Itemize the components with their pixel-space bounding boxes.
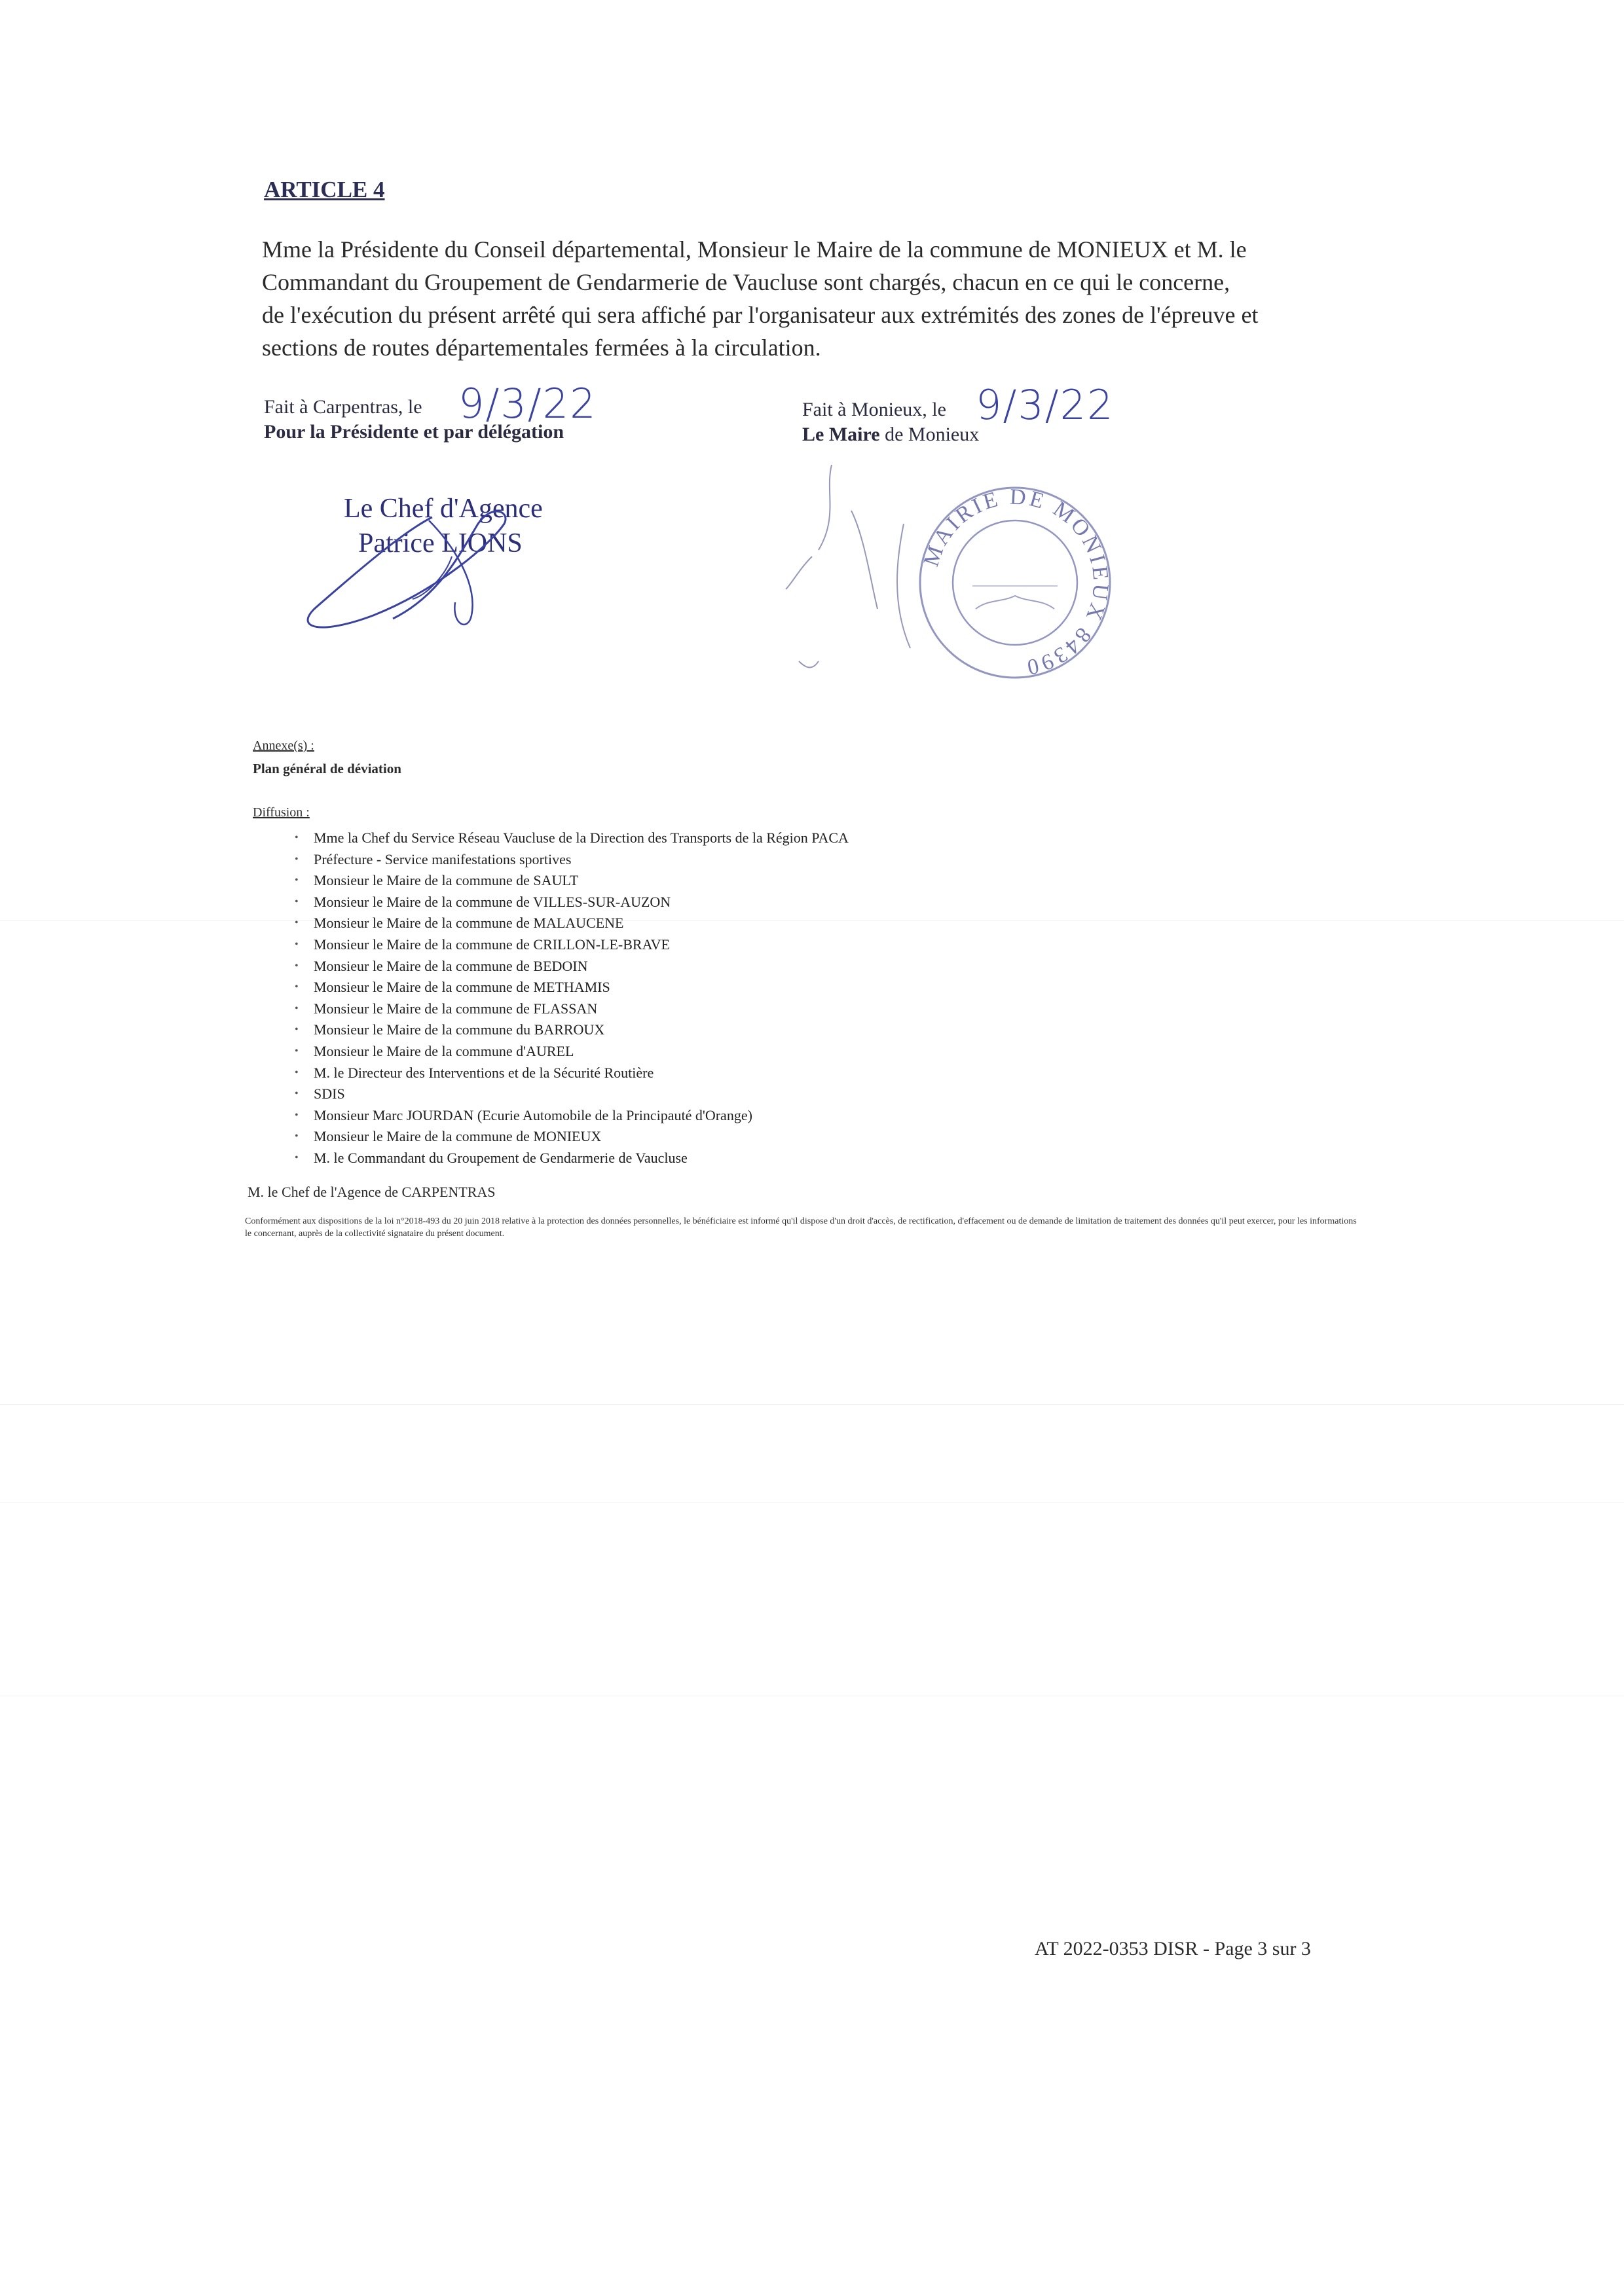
article-line: de l'exécution du présent arrêté qui sera affiché par l'organisateur aux extrémités des zones de l'épreuve et [262, 302, 1259, 328]
list-item: • Monsieur le Maire de la commune de BEDOIN [289, 956, 849, 977]
article-line: sections de routes départementales fermées à la circulation. [262, 335, 821, 361]
list-item: • Monsieur le Maire de la commune de CRILLON-LE-BRAVE [289, 934, 849, 956]
list-item: • Monsieur Marc JOURDAN (Ecurie Automobile de la Principauté d'Orange) [289, 1105, 849, 1127]
left-place-label: Fait à Carpentras, le [264, 396, 422, 418]
article-line: Mme la Présidente du Conseil départemental, Monsieur le Maire de la commune de MONIEUX et M. le [262, 236, 1247, 263]
article-body [262, 233, 1401, 364]
diffusion-closing: M. le Chef de l'Agence de CARPENTRAS [248, 1184, 496, 1200]
list-item: • M. le Directeur des Interventions et de la Sécurité Routière [289, 1063, 849, 1084]
list-item: • Monsieur le Maire de la commune d'AUREL [289, 1041, 849, 1063]
scan-artifact-line [0, 1404, 1624, 1405]
list-item: • Préfecture - Service manifestations sportives [289, 849, 849, 871]
article-title: ARTICLE 4 [264, 177, 385, 202]
list-item: • Monsieur le Maire de la commune de METHAMIS [289, 977, 849, 998]
list-item: • Monsieur le Maire de la commune de MALAUCENE [289, 913, 849, 934]
agency-stamp-line1: Le Chef d'Agence [344, 494, 543, 524]
list-item: • Monsieur le Maire de la commune du BARROUX [289, 1019, 849, 1041]
article-line: Commandant du Groupement de Gendarmerie de Vaucluse sont chargés, chacun en ce qui le concerne, [262, 269, 1230, 295]
list-item: • Monsieur le Maire de la commune de FLASSAN [289, 998, 849, 1020]
left-delegation: Pour la Présidente et par délégation [264, 421, 564, 443]
list-item: • Monsieur le Maire de la commune de VILLES-SUR-AUZON [289, 892, 849, 913]
list-item: • SDIS [289, 1084, 849, 1105]
page-footer: AT 2022-0353 DISR - Page 3 sur 3 [1035, 1938, 1311, 1959]
mayor-title-rest: de Monieux [885, 424, 980, 445]
list-item: • Mme la Chef du Service Réseau Vaucluse de la Direction des Transports de la Région PACA [289, 828, 849, 849]
list-item: • M. le Commandant du Groupement de Gendarmerie de Vaucluse [289, 1148, 849, 1169]
seal-text: MAIRIE DE MONIEUX 84390 [919, 484, 1113, 680]
left-handwritten-date: 9/3/22 [458, 380, 597, 428]
list-item: • Monsieur le Maire de la commune de MONIEUX [289, 1126, 849, 1148]
chef-signature [295, 484, 570, 642]
mairie-seal [910, 478, 1120, 687]
annex-item: Plan général de déviation [253, 761, 401, 776]
right-place-label: Fait à Monieux, le [802, 399, 946, 420]
privacy-note: Conformément aux dispositions de la loi n°2018-493 du 20 juin 2018 relative à la protection des données personnelles, le bénéficiaire est informé qu'il dispose d'un droit d'accès, de rectification, d'effacement ou de demande de limitation de traitement des données qu'il peut exercer, pour les informations le concernant, auprès de la collectivité signataire du présent document. [245, 1216, 1357, 1239]
diffusion-label: Diffusion : [253, 805, 310, 820]
mayor-title [802, 423, 979, 446]
mayor-title-bold: Le Maire [802, 424, 880, 445]
right-handwritten-date: 9/3/22 [976, 381, 1115, 429]
agency-stamp-line2: Patrice LIONS [358, 528, 523, 558]
list-item: • Monsieur le Maire de la commune de SAULT [289, 870, 849, 892]
diffusion-list [289, 828, 849, 1169]
annex-label: Annexe(s) : [253, 738, 314, 753]
